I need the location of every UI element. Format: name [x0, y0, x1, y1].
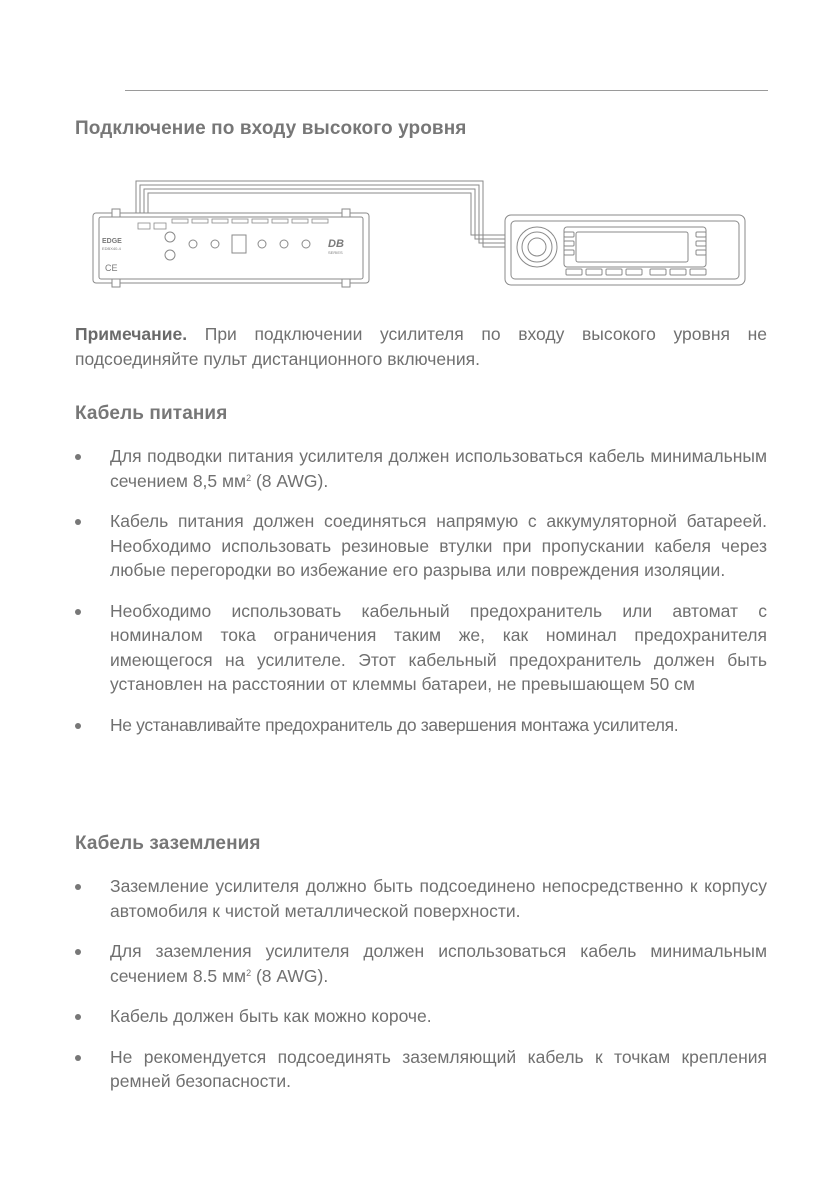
note-paragraph	[75, 322, 767, 371]
bullet-icon	[75, 949, 81, 955]
heading-power-cable: Кабель питания	[75, 403, 228, 424]
list-item: Для подводки питания усилителя должен использоваться кабель минимальным сечением 8,5 $мм^2$ (8 AWG).	[75, 444, 767, 493]
heading-ground-cable: Кабель заземления	[75, 833, 261, 854]
bullet-icon	[75, 454, 81, 460]
bullet-icon	[75, 884, 81, 890]
bullet-icon	[75, 1014, 81, 1020]
list-item: Необходимо использовать кабельный предохранитель или автомат с номиналом тока ограничения таким же, как номинал предохранителя имеющегося на усилителе. Этот кабельный предохранитель должен быть установлен на расстоянии от клеммы батареи, не превышающем 50 см	[75, 599, 767, 697]
bullet-icon	[75, 519, 81, 525]
list-item: Кабель питания должен соединяться напрямую с аккумуляторной батареей. Необходимо использовать резиновые втулки при пропускании кабеля через любые перегородки во избежание его разрыва или повреждения изоляции.	[75, 509, 767, 583]
head-unit-icon	[505, 215, 745, 285]
connection-diagram	[90, 175, 750, 295]
amp-brand-label: EDGE	[102, 238, 122, 245]
bullet-icon	[75, 723, 81, 729]
list-item: Для заземления усилителя должен использоваться кабель минимальным сечением 8.5 $мм^2$ (8 AWG).	[75, 939, 767, 988]
series-word-label: SERIES	[328, 250, 343, 255]
series-mark-label: DB	[328, 238, 344, 250]
list-item: Не рекомендуется подсоединять заземляющий кабель к точкам крепления ремней безопасности.	[75, 1045, 767, 1094]
bullet-icon	[75, 1055, 81, 1061]
power-cable-list	[75, 444, 767, 737]
list-item: Кабель должен быть как можно короче.	[75, 1004, 767, 1029]
list-item: Заземление усилителя должно быть подсоединено непосредственно к корпусу автомобиля к чистой металлической поверхности.	[75, 874, 767, 923]
ground-cable-list	[75, 874, 767, 1094]
note-label: Примечание.	[75, 324, 188, 344]
heading-high-level-input: Подключение по входу высокого уровня	[75, 118, 467, 139]
note-text: При подключении усилителя по входу высокого уровня не подсоединяйте пульт дистанционного включения.	[75, 324, 767, 369]
amp-model-label: EDBX40-4	[102, 246, 121, 251]
header-rule	[125, 90, 768, 91]
bullet-icon	[75, 609, 81, 615]
ce-mark-label: CE	[105, 263, 118, 273]
list-item: Не устанавливайте предохранитель до завершения монтажа усилителя.	[75, 713, 767, 738]
